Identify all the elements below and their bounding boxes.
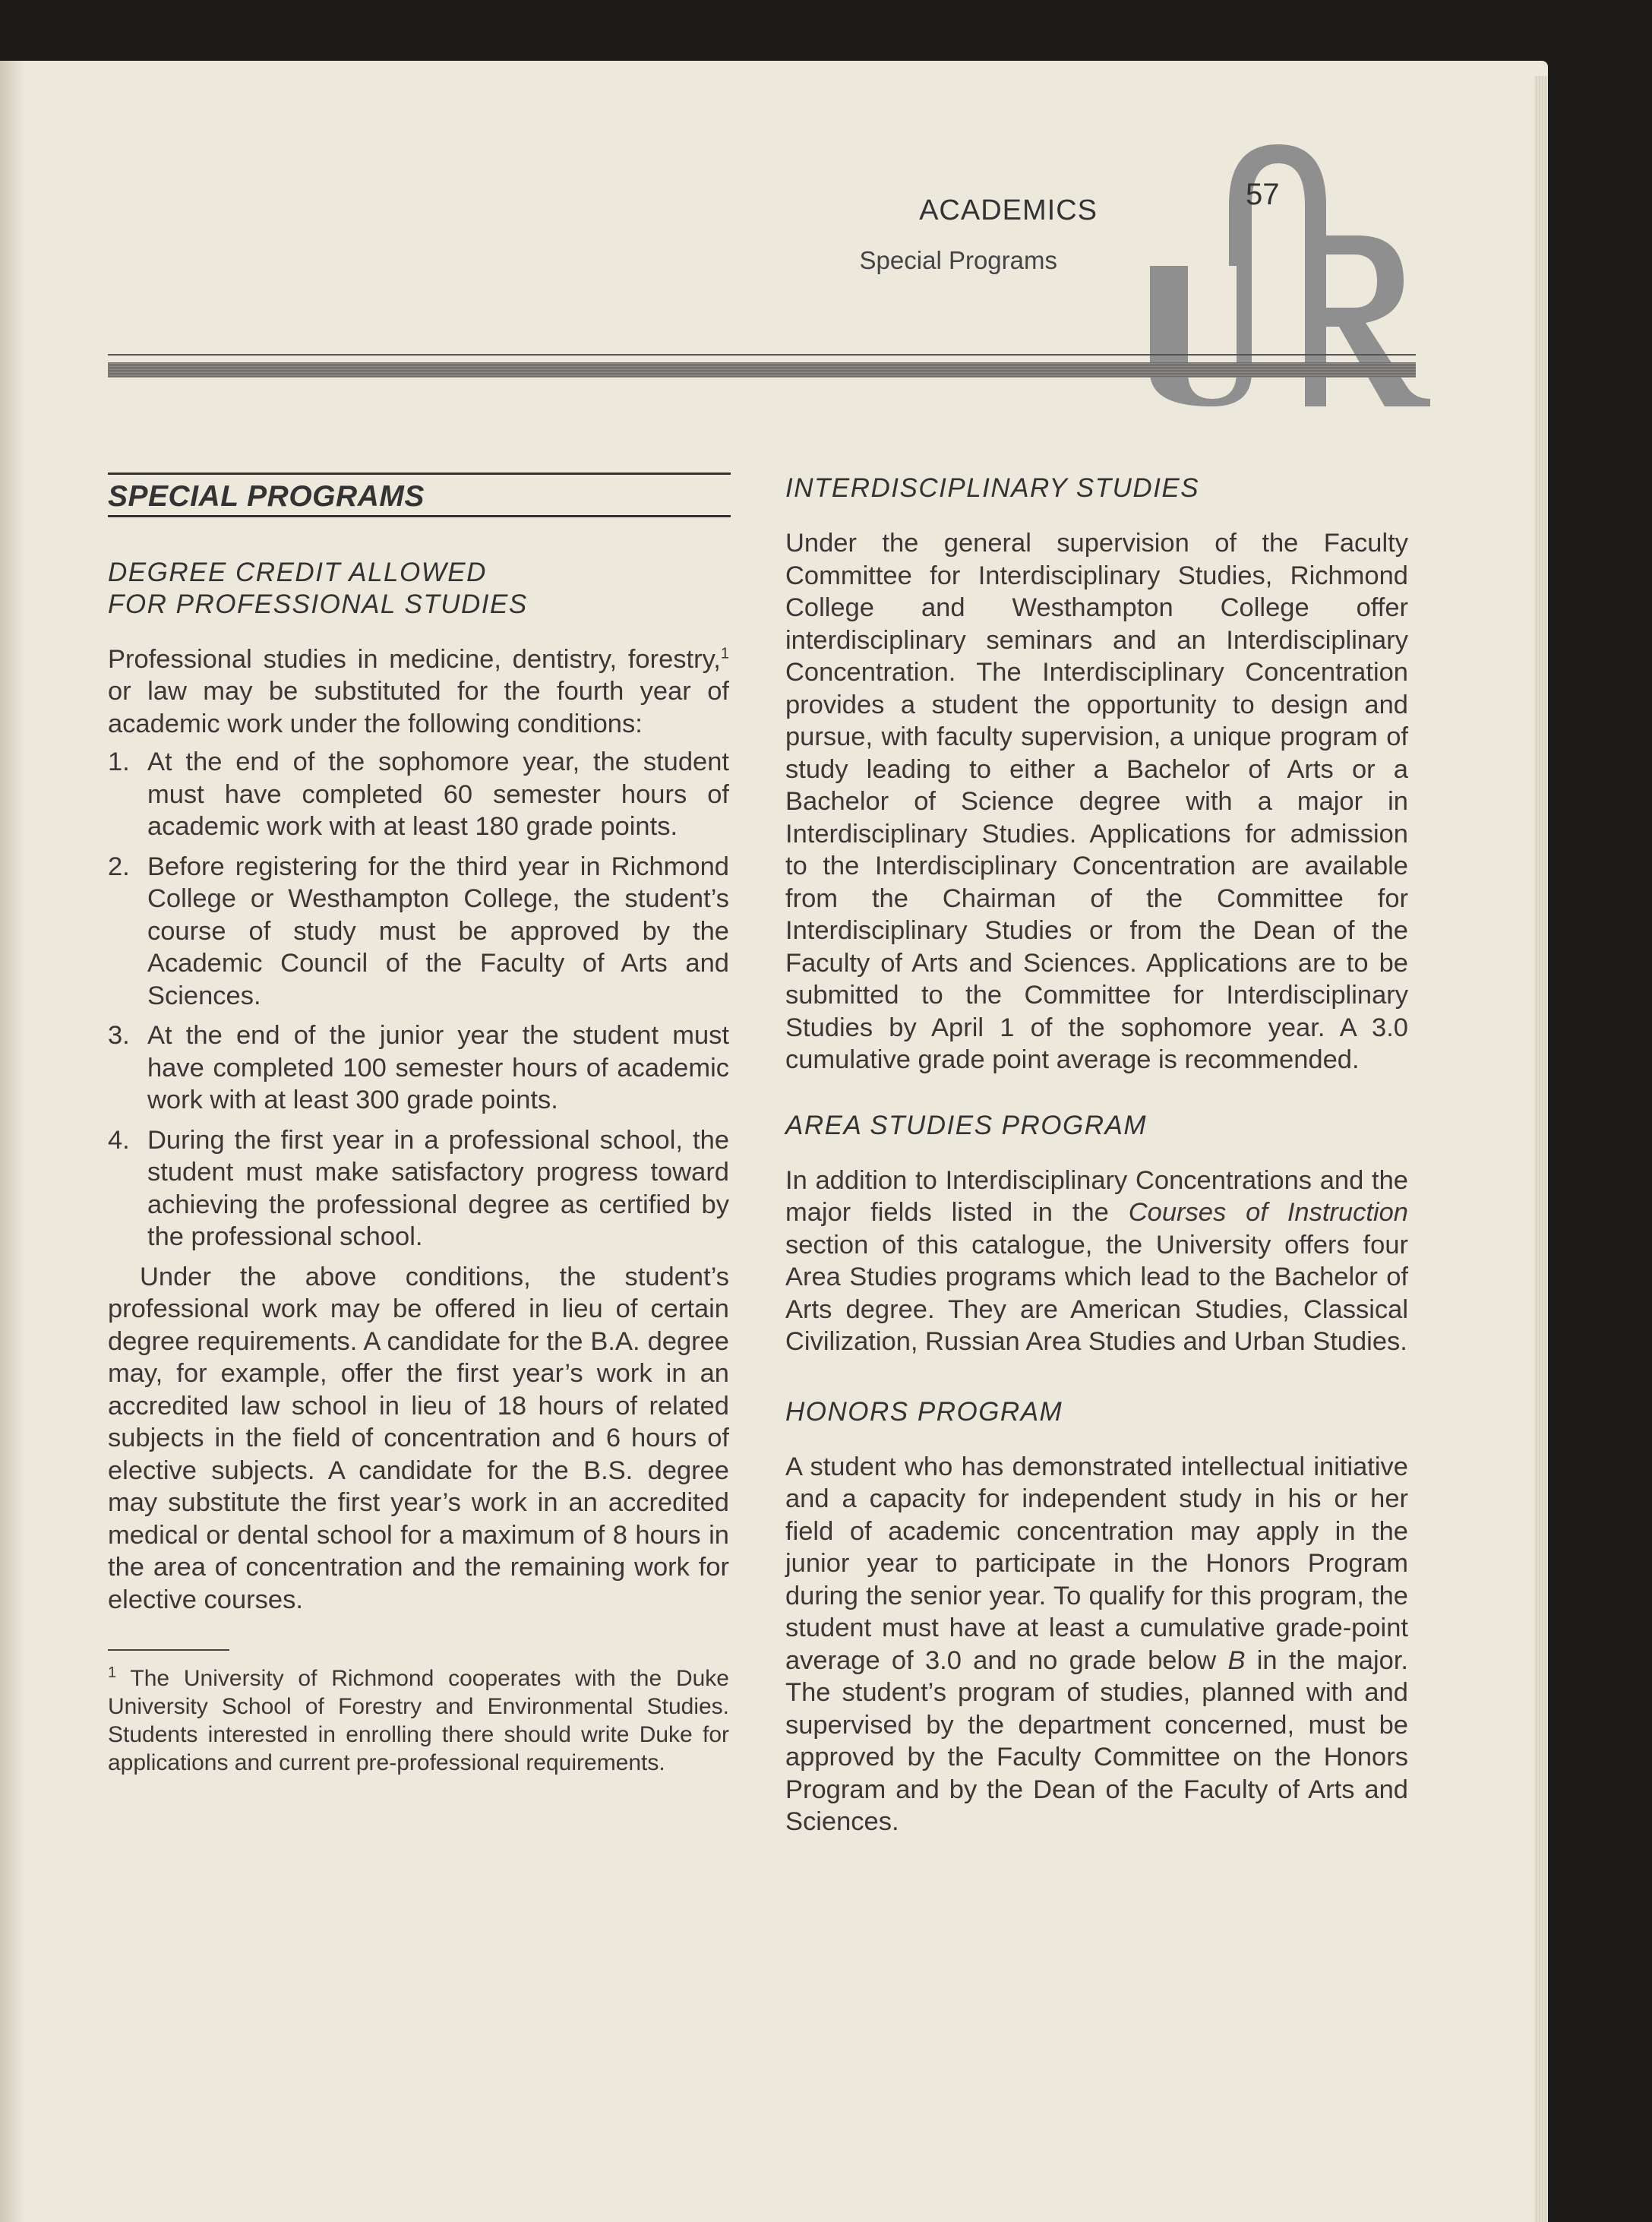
honors-text: in the major. The student’s program of studies, planned with and supervised by the department concerned, must be approved by the Faculty Committee on the Honors Program and by the Dean of the Faculty of Arts and Sciences. <box>785 1645 1408 1836</box>
footnote-text: The University of Richmond cooperates with the Duke University School of Forestry and Environmental Studies. Students interested in enrolling there should write Duke for applications and current pre-professional requirements. <box>108 1666 729 1775</box>
heading-area-studies: AREA STUDIES PROGRAM <box>785 1110 1147 1140</box>
honors-italic: B <box>1227 1645 1246 1675</box>
list-item <box>108 851 729 1013</box>
list-number: 3. <box>108 1021 130 1050</box>
paragraph-honors <box>785 1451 1408 1838</box>
footnote-rule <box>108 1649 229 1651</box>
list-number: 2. <box>108 852 130 881</box>
list-item <box>108 1124 729 1253</box>
intro-paragraph <box>108 643 729 741</box>
paragraph-area-studies <box>785 1165 1408 1358</box>
header-rule-band <box>108 362 1416 378</box>
paragraph-conditions: Under the above conditions, the student’s professional work may be offered in lieu of certain degree requirements. A candidate for the B.A. degree may, for example, offer the first year’s work in an accredited law school in lieu of 18 hours of related subjects in the field of concentration and 6 hours of elective subjects. A candidate for the B.S. degree may substitute the first year’s work in an accredited medical or dental school for a maximum of 8 hours in the area of concentration and the remaining work for elective courses. <box>108 1262 729 1614</box>
running-header-subsection: Special Programs <box>859 246 1057 274</box>
list-item <box>108 746 729 843</box>
catalogue-page <box>0 61 1548 2222</box>
heading-honors: HONORS PROGRAM <box>785 1396 1063 1427</box>
list-text: During the first year in a professional school, the student must make satisfactory progress toward achieving the professional degree as certified by the professional school. <box>147 1125 729 1251</box>
list-number: 4. <box>108 1125 130 1155</box>
heading-line: DEGREE CREDIT ALLOWED <box>108 557 487 587</box>
intro-text: Professional studies in medicine, dentistry, forestry, <box>108 644 721 674</box>
left-column <box>108 410 729 1777</box>
area-text: section of this catalogue, the University offers four Area Studies programs which lead to the Bachelor of Arts degree. They are American Studies, Classical Civilization, Russian Area Studies and Urban Studies. <box>785 1230 1408 1356</box>
right-column <box>785 410 1408 1838</box>
heading-interdisciplinary: INTERDISCIPLINARY STUDIES <box>785 473 1200 503</box>
section-title: SPECIAL PROGRAMS <box>108 473 731 517</box>
honors-text: A student who has demonstrated intellectual initiative and a capacity for independent study in his or her field of academic concentration may apply in the junior year to participate in the Honors Program during the senior year. To qualify for this program, the student must have at least a cumulative grade-point average of 3.0 and no grade below <box>785 1452 1408 1675</box>
page-edge <box>1534 76 1548 2222</box>
intro-text: or law may be substituted for the fourth year of academic work under the following conditions: <box>108 677 729 738</box>
list-text: Before registering for the third year in Richmond College or Westhampton College, the student’s course of study must be approved by the Academic Council of the Faculty of Arts and Sciences. <box>147 852 729 1010</box>
header-rule-thin <box>108 354 1416 356</box>
conditions-list <box>108 746 729 1253</box>
area-italic: Courses of Instruction <box>1128 1198 1408 1227</box>
paragraph-interdisciplinary: Under the general supervision of the Faculty Committee for Interdisciplinary Studies, Richmond College and Westhampton College offer interdisciplinary seminars and an Interdisciplinary Concentration. The Interdisciplinary Concentration provides a student the opportunity to design and pursue, with faculty supervision, a unique program of study leading to either a Bachelor of Arts or a Bachelor of Science degree with a major in Interdisciplinary Studies. Applications for admission to the Interdisciplinary Concentration are available from the Chairman of the Committee for Interdisciplinary Studies or from the Dean of the Faculty of Arts and Sciences. Applications are to be submitted to the Committee for Interdisciplinary Studies by April 1 of the sophomore year. A 3.0 cumulative grade point average is recommended. <box>785 529 1408 1074</box>
page-number: 57 <box>1246 178 1280 211</box>
list-number: 1. <box>108 748 130 776</box>
footnote <box>108 1664 729 1777</box>
list-text: At the end of the junior year the student must have completed 100 semester hours of academic work with at least 300 grade points. <box>147 1021 729 1114</box>
list-item <box>108 1019 729 1117</box>
heading-degree-credit <box>108 557 729 621</box>
running-header-section: ACADEMICS <box>919 194 1098 226</box>
heading-line: FOR PROFESSIONAL STUDIES <box>108 589 528 619</box>
footnote-ref: 1 <box>720 645 729 662</box>
binding-shadow <box>0 61 26 2222</box>
footnote-marker: 1 <box>108 1664 117 1681</box>
area-text: In addition to Interdisciplinary Concentrations and the major fields listed in the <box>785 1165 1408 1227</box>
list-text: At the end of the sophomore year, the student must have completed 60 semester hours of academic work with at least 180 grade points. <box>147 748 729 841</box>
